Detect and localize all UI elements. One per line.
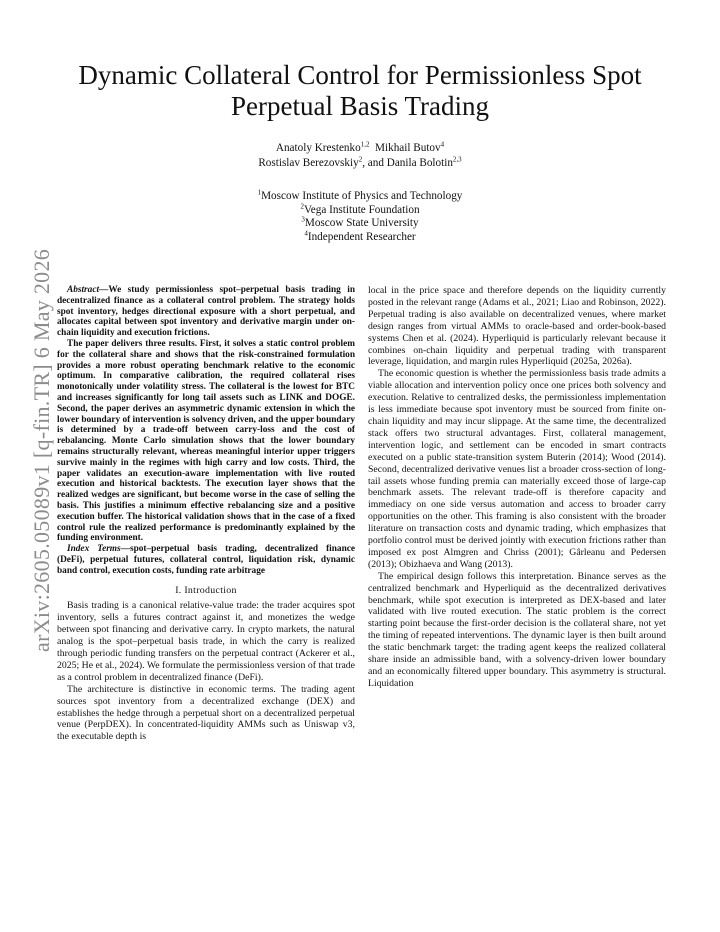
affiliation-list [40,190,680,245]
affiliation-mark: 2 [300,201,304,210]
author-list [40,141,680,171]
index-terms-label: Index Terms [67,544,121,555]
affiliation [40,190,680,204]
author-name: Danila Bolotin [386,157,453,169]
affiliation [40,217,680,231]
arxiv-watermark: arXiv:2605.05089v1 [q-fin.TR] 6 May 2026 [29,248,54,652]
abstract-paragraph-2: The paper delivers three results. First, it solves a static control problem for the collateral share and shows that the risk-constrained formulation provides a more robust operating benchmark relative to the economic optimum. In comparative calibration, the required collateral rises monotonically under volatility stress. The collateral is the lowest for BTC and increases significantly for long tail assets such as LINK and DOGE. Second, the paper derives an asymmetric dynamic extension in which the lower boundary of intervention is solvency driven, and the upper boundary is determined by a trade-off between carry-loss and the cost of rebalancing. Monte Carlo simulation shows that the lower boundary remains structurally relevant, whereas meaningful interior upper triggers survive mainly in the regimes with high carry and low costs. Third, the paper validates an execution-aware implementation with live routed execution and historical backtests. The execution layer shows that the realized wedges are significant, but become worse in the case of selling the basis. This justifies a minimum effective rebalancing size and a positive execution buffer. The historical validation shows that in the case of a fixed control rule the realized performance is predominantly explained by the funding environment. [57,338,355,544]
index-terms [57,544,355,576]
section-heading: I. Introduction [175,584,237,596]
author-affil-mark: 4 [440,140,445,149]
author-name: Rostislav Berezovskiy [258,157,359,169]
body-paragraph: local in the price space and therefore depends on the liquidity currently posted in the relevant range (Adams et al., 2021; Liao and Robinson, 2022). Perpetual trading is also available on decentralized venues, where market design ranges from virtual AMMs to oracle-based and order-book-based systems Chen et al. (2024). Hyperliquid is particularly relevant because it combines on-chain liquidity and perpetual trading with transparent leverage, liquidation, and margin rules Hyperliquid (2025a, 2026a). [368,285,666,368]
affiliation-mark: 1 [257,188,262,197]
left-column [57,285,355,743]
affiliation-mark: 3 [301,215,305,224]
affiliation-name: Moscow State University [304,217,419,230]
author-affil-mark: 2 [358,155,363,164]
author-name: Anatoly Krestenko [275,142,361,154]
abstract-text: —We study permissionless spot–perpetual basis trading in decentralized finance as a collateral control problem. The strategy holds spot inventory, hedges directional exposure with a short perpetual, and allocates capital between spot inventory and derivative margin under on-chain liquidity and execution frictions. [57,285,355,339]
affiliation-name: Independent Researcher [307,231,416,244]
affiliation-mark: 4 [304,229,308,238]
author-name: Mikhail Butov [375,142,441,154]
author-line-1 [40,141,680,156]
author-affil-mark: 1,2 [360,140,370,149]
body-paragraph: The economic question is whether the permissionless basis trade admits a viable allocation and intervention policy once one prices both solvency and execution. Relative to centralized desks, the permissionless implementation is less immediate because spot inventory must be sourced from finite on-chain liquidity and may incur slippage. At the same time, the decentralized stack offers two structural advantages. First, collateral management, intervention logic, and settlement can be encoded in smart contracts executed on a public state-transition system Buterin (2014); Wood (2014). Second, decentralized derivative venues list a broader cross-section of long-tail assets whose funding premia can materially exceed those of large-cap benchmark assets. The relevant trade-off is therefore capacity and immediacy on one side versus automation and access to broader carry opportunities on the other. This framing is also consistent with the broader literature on transaction costs and dynamic trading, which emphasizes that portfolio control must be derived jointly with execution frictions rather than imposed ex post Almgren and Chriss (2001); Gârleanu and Pedersen (2013); Obizhaeva and Wang (2013). [368,368,666,570]
affiliation [40,201,680,218]
paper-title: Dynamic Collateral Control for Permissionless Spot Perpetual Basis Trading [78,60,642,121]
affiliation-name: Moscow Institute of Physics and Technology [261,190,463,202]
body-paragraph: The empirical design follows this interpretation. Binance serves as the centralized benchmark and Hyperliquid as the decentralized derivatives benchmark, while spot execution is interpreted as DEX-based and later validated with live routed execution. The static problem is the correct starting point because the first-order decision is the collateral share, not yet the timing of repeated interventions. The dynamic layer is then built around the static benchmark target: the trading agent keeps the realized collateral share inside an admissible band, with a solvency-driven lower boundary and an economically filtered upper boundary. This asymmetry is structural. Liquidation [368,570,666,689]
affiliation [40,231,680,245]
author-affil-mark: 2,3 [452,155,462,164]
author-line-2 [40,156,680,171]
body-paragraph: The architecture is distinctive in economic terms. The trading agent sources spot inventory from a decentralized exchange (DEX) and establishes the hedge through a perpetual short on a decentralized perpetual venue (PerpDEX). In concentrated-liquidity AMMs such as Uniswap v3, the executable depth is [57,683,355,743]
body-paragraph: Basis trading is a canonical relative-value trade: the trader acquires spot inventory, sells a futures contract against it, and monetizes the wedge between spot financing and derivative carry. In crypto markets, the natural analog is the spot–perpetual basis trade, in which the carry is realized through periodic funding transfers on the perpetual contract (Ackerer et al., 2025; He et al., 2024). We formulate the permissionless version of that trade as a control problem in decentralized finance (DeFi). [57,600,355,683]
abstract-label: Abstract [67,285,100,295]
abstract-paragraph-1 [57,285,355,339]
index-terms-text: —spot–perpetual basis trading, decentralized finance (DeFi), perpetual futures, collateral control, liquidation risk, dynamic band control, execution costs, funding rate arbitrage [57,544,355,576]
author-separator: , and [362,157,384,169]
affiliation-name: Vega Institute Foundation [303,203,420,216]
right-column [368,285,666,690]
